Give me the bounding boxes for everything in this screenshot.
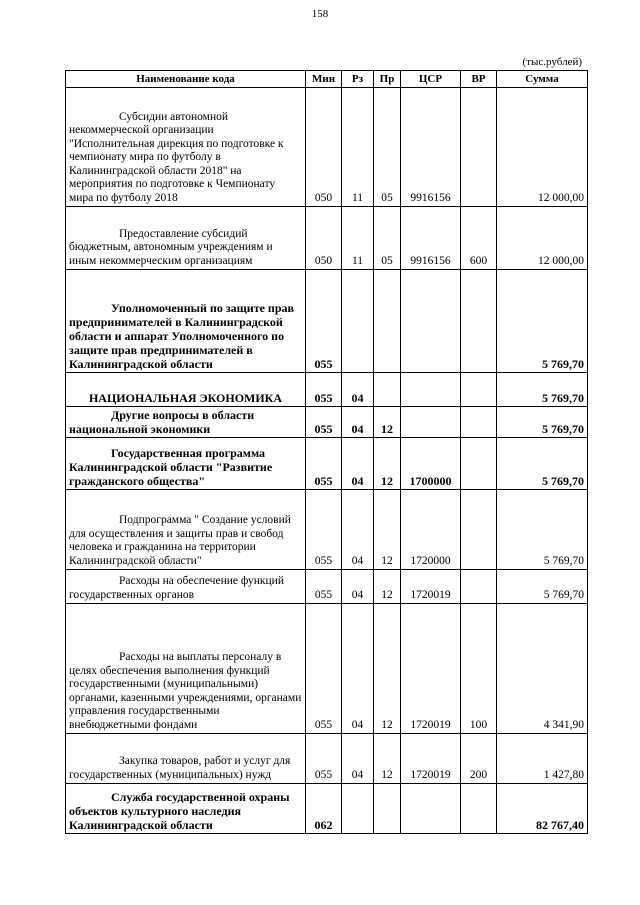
row-csr [401,270,461,373]
row-vr [461,88,497,207]
row-pr: 12 [374,490,401,570]
row-sum: 5 769,70 [497,438,588,490]
row-sum: 5 769,70 [497,270,588,373]
row-sum: 12 000,00 [497,207,588,270]
table-row [66,438,588,490]
table-row [66,570,588,604]
row-pr [374,373,401,407]
row-pr: 12 [374,734,401,784]
row-csr: 9916156 [401,207,461,270]
row-pr: 05 [374,88,401,207]
header-name: Наименование кода [66,71,306,88]
row-vr [461,373,497,407]
units-label: (тыс.рублей) [522,56,582,68]
row-rz: 04 [342,438,374,490]
row-vr: 600 [461,207,497,270]
row-name: Закупка товаров, работ и услуг для государственных (муниципальных) нужд [66,734,306,784]
table-row [66,784,588,834]
row-min: 062 [306,784,342,834]
row-rz: 04 [342,604,374,734]
row-rz: 11 [342,207,374,270]
header-min: Мин [306,71,342,88]
row-csr [401,407,461,438]
row-min: 055 [306,490,342,570]
row-rz: 04 [342,570,374,604]
row-sum: 5 769,70 [497,373,588,407]
row-pr: 12 [374,407,401,438]
header-csr: ЦСР [401,71,461,88]
header-pr: Пр [374,71,401,88]
row-name: Предоставление субсидий бюджетным, автономным учреждениям и иным некоммерческим организациям [66,207,306,270]
table-row [66,734,588,784]
row-min: 055 [306,270,342,373]
row-min: 055 [306,438,342,490]
table-row [66,270,588,373]
page-number: 158 [311,8,329,20]
row-name: Служба государственной охраны объектов культурного наследия Калининградской области [66,784,306,834]
row-min: 050 [306,207,342,270]
row-pr [374,784,401,834]
row-rz: 04 [342,407,374,438]
row-name: Субсидии автономной некоммерческой организации "Исполнительная дирекция по подготовке к чемпионату мира по футболу в Калининградской области 2018" на мероприятия по подготовке к Чемпионату мира по футболу 2018 [66,88,306,207]
row-csr: 1720000 [401,490,461,570]
row-vr [461,438,497,490]
row-pr: 12 [374,570,401,604]
row-sum: 12 000,00 [497,88,588,207]
row-sum: 1 427,80 [497,734,588,784]
row-csr: 9916156 [401,88,461,207]
row-vr: 200 [461,734,497,784]
row-name: Государственная программа Калининградской области "Развитие гражданского общества" [66,438,306,490]
row-sum: 4 341,90 [497,604,588,734]
row-csr: 1720019 [401,604,461,734]
row-name: Расходы на выплаты персоналу в целях обеспечения выполнения функций государственными (муниципальными) органами, казенными учреждениями, органами управления государственными внебюджетными фондами [66,604,306,734]
row-rz [342,784,374,834]
header-vr: ВР [461,71,497,88]
row-pr: 12 [374,438,401,490]
row-vr: 100 [461,604,497,734]
row-vr [461,407,497,438]
row-rz: 04 [342,373,374,407]
row-rz: 04 [342,734,374,784]
row-sum: 5 769,70 [497,570,588,604]
table-row [66,604,588,734]
row-sum: 5 769,70 [497,407,588,438]
row-min: 055 [306,373,342,407]
row-name: Подпрограмма " Создание условий для осуществления и защиты прав и свобод человека и гражданина на территории Калининградской области" [66,490,306,570]
row-vr [461,270,497,373]
row-csr: 1700000 [401,438,461,490]
table-row [66,207,588,270]
row-csr: 1720019 [401,570,461,604]
table-row [66,373,588,407]
row-name: Другие вопросы в области национальной экономики [66,407,306,438]
row-name: НАЦИОНАЛЬНАЯ ЭКОНОМИКА [66,373,306,407]
row-min: 055 [306,604,342,734]
table-row [66,88,588,207]
table-row [66,490,588,570]
row-name: Уполномоченный по защите прав предпринимателей в Калининградской области и аппарат Уполномоченного по защите прав предпринимателей в Калининградской области [66,270,306,373]
row-sum: 82 767,40 [497,784,588,834]
table-header-row [66,71,588,88]
row-min: 050 [306,88,342,207]
header-rz: Рз [342,71,374,88]
row-pr [374,270,401,373]
header-sum: Сумма [497,71,588,88]
row-csr: 1720019 [401,734,461,784]
row-sum: 5 769,70 [497,490,588,570]
row-min: 055 [306,407,342,438]
row-vr [461,570,497,604]
row-vr [461,784,497,834]
row-min: 055 [306,734,342,784]
row-vr [461,490,497,570]
row-pr: 12 [374,604,401,734]
table-row [66,407,588,438]
row-rz: 11 [342,88,374,207]
row-rz: 04 [342,490,374,570]
row-pr: 05 [374,207,401,270]
row-rz [342,270,374,373]
row-csr [401,784,461,834]
budget-table [65,70,588,834]
row-min: 055 [306,570,342,604]
row-name: Расходы на обеспечение функций государственных органов [66,570,306,604]
row-csr [401,373,461,407]
